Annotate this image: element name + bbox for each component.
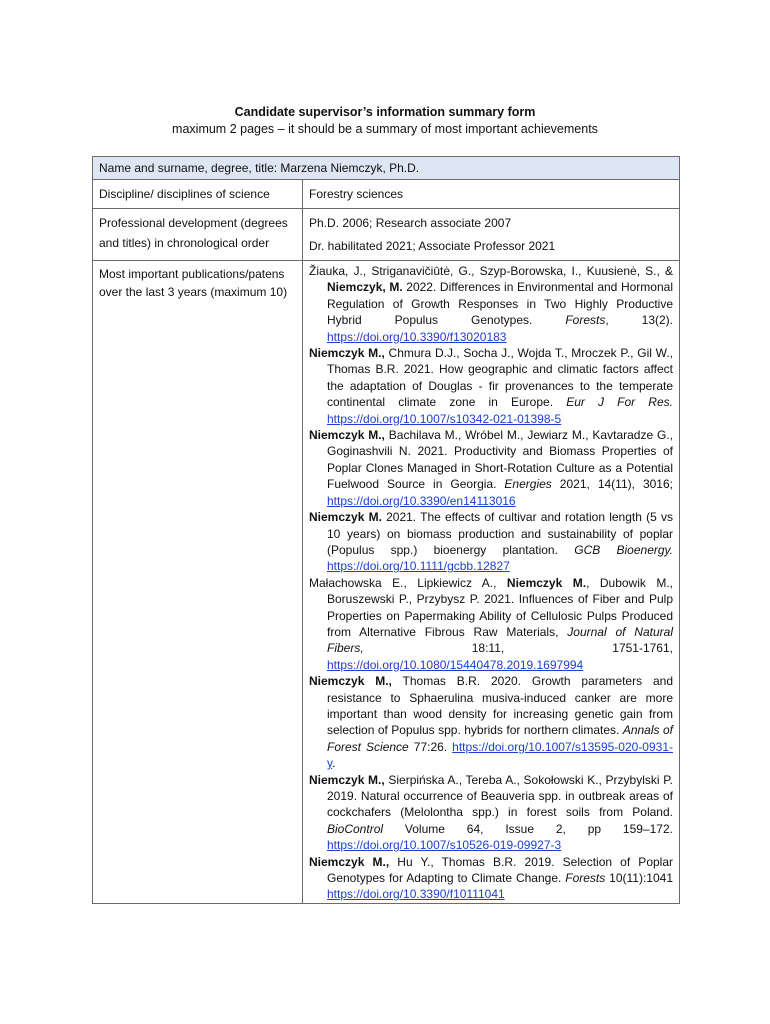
- form-title: Candidate supervisor’s information summary form: [234, 105, 536, 119]
- publication-highlight-author: Niemczyk M.: [309, 510, 382, 525]
- name-cell: Name and surname, degree, title: Marzena Niemczyk, Ph.D.: [93, 157, 680, 180]
- publication-journal: Forests: [565, 313, 606, 328]
- publication-highlight-author: Niemczyk M.,: [309, 428, 385, 443]
- publication-body: Bachilava M., Wróbel M., Jewiarz M., Kavtaradze G., Goginashvili N. 2021. Productivity and Biomass Properties of Poplar Clones Managed in Short-Rotation Culture as a Potential Fuelwood Source in Georgia.: [327, 428, 673, 492]
- publication-doi-link[interactable]: https://doi.org/10.3390/f10111041: [327, 887, 505, 902]
- publication-doi-link[interactable]: https://doi.org/10.1111/gcbb.12827: [327, 559, 510, 574]
- publication-journal: GCB Bioenergy.: [574, 542, 673, 557]
- publication-list: [309, 263, 673, 903]
- development-row: [93, 209, 680, 261]
- publication-details: 77:26.: [408, 739, 453, 754]
- publication-doi-link[interactable]: https://doi.org/10.3390/f13020183: [327, 329, 507, 344]
- publication-journal: Eur J For Res.: [566, 395, 673, 410]
- publication-details: 18:11, 1751-1761,: [363, 641, 673, 656]
- summary-table: [92, 156, 680, 904]
- publication-item: [309, 427, 673, 509]
- publication-journal: Energies: [504, 477, 552, 492]
- publication-doi-link[interactable]: https://doi.org/10.1080/15440478.2019.1697994: [327, 657, 584, 672]
- publications-label: Most important publications/patens over the last 3 years (maximum 10): [93, 261, 303, 904]
- publication-body: , Dubowik M., Boruszewski P., Przybysz P. 2021. Influences of Fiber and Pulp Properties on Papermaking Ability of Cellulosic Pulps Produced from Alternative Fibrous Raw Materials,: [327, 575, 673, 639]
- discipline-label: Discipline/ disciplines of science: [93, 180, 303, 209]
- publication-body: Sierpińska A., Tereba A., Sokołowski K., Przybylski P. 2019. Natural occurrence of Beauveria spp. in outbreak areas of cockchafers (Melolontha spp.) in forest soils from Poland.: [327, 772, 673, 820]
- publication-highlight-author: Niemczyk, M.: [327, 280, 403, 295]
- publication-item: [309, 854, 673, 903]
- publication-item: [309, 772, 673, 854]
- publication-highlight-author: Niemczyk M.,: [309, 772, 385, 787]
- publication-body: 2022. Differences in Environmental and Hormonal Regulation of Growth Responses in Two Highly Productive Hybrid Populus Genotypes.: [327, 280, 673, 328]
- publication-doi-link[interactable]: https://doi.org/10.3390/en14113016: [327, 493, 516, 508]
- publication-doi-link[interactable]: https://doi.org/10.1007/s10526-019-09927-3: [327, 838, 562, 853]
- name-row: [93, 157, 680, 180]
- publication-highlight-author: Niemczyk M.,: [309, 854, 390, 869]
- publications-row: [93, 261, 680, 904]
- publication-authors-before: Małachowska E., Lipkiewicz A.,: [309, 575, 507, 590]
- publication-item: [309, 263, 673, 345]
- publication-details: 10(11):1041: [605, 871, 673, 886]
- publication-body: Chmura D.J., Socha J., Wojda T., Mroczek P., Gil W., Thomas B.R. 2021. How geographic and climatic factors affect the adaptation of Douglas - fir provenances to the temperate continental climate zone in Europe.: [327, 346, 673, 410]
- publication-body: Thomas B.R. 2020. Growth parameters and resistance to Sphaerulina musiva-induced canker are more important than wood density for increasing genetic gain from selection of Populus spp. hybrids for northern climates.: [327, 674, 673, 738]
- publication-authors-before: Žiauka, J., Striganavičiūtė, G., Szyp-Borowska, I., Kuusienė, S., &: [309, 264, 673, 278]
- publication-details: Volume 64, Issue 2, pp 159–172.: [383, 821, 673, 836]
- form-heading: [0, 104, 770, 138]
- publication-highlight-author: Niemczyk M.: [506, 575, 587, 590]
- publication-doi-link[interactable]: https://doi.org/10.1007/s13595-020-0931-y: [327, 739, 673, 771]
- publication-item: [309, 575, 673, 673]
- publications-cell: [303, 261, 680, 904]
- publication-body: Hu Y., Thomas B.R. 2019. Selection of Poplar Genotypes for Adapting to Climate Change.: [327, 854, 673, 886]
- publication-item: [309, 345, 673, 427]
- publication-highlight-author: Niemczyk M.,: [309, 674, 392, 689]
- publication-journal: Forests: [565, 871, 606, 886]
- publication-journal: BioControl: [327, 821, 384, 836]
- publication-journal: Journal of Natural Fibers,: [327, 624, 673, 656]
- publication-details: 2021, 14(11), 3016;: [551, 477, 673, 492]
- publication-details: , 13(2).: [605, 313, 673, 328]
- publication-doi-link[interactable]: https://doi.org/10.1007/s10342-021-01398-5: [327, 411, 562, 426]
- publication-item: [309, 673, 673, 771]
- publication-highlight-author: Niemczyk M.,: [309, 346, 385, 361]
- publication-body: 2021. The effects of cultivar and rotation length (5 vs 10 years) on biomass production and sustainability of poplar (Populus spp.) bioenergy plantation.: [327, 510, 673, 557]
- development-value: [303, 209, 680, 261]
- publication-journal: Annals of Forest Science: [327, 723, 673, 754]
- form-subtitle: maximum 2 pages – it should be a summary of most important achievements: [172, 122, 598, 136]
- publication-item: [309, 509, 673, 575]
- publication-end: .: [332, 756, 336, 771]
- discipline-row: [93, 180, 680, 209]
- development-label: Professional development (degrees and titles) in chronological order: [93, 209, 303, 261]
- development-line: Ph.D. 2006; Research associate 2007: [309, 216, 512, 230]
- development-line: Dr. habilitated 2021; Associate Professor 2021: [309, 239, 556, 253]
- discipline-value: Forestry sciences: [303, 180, 680, 209]
